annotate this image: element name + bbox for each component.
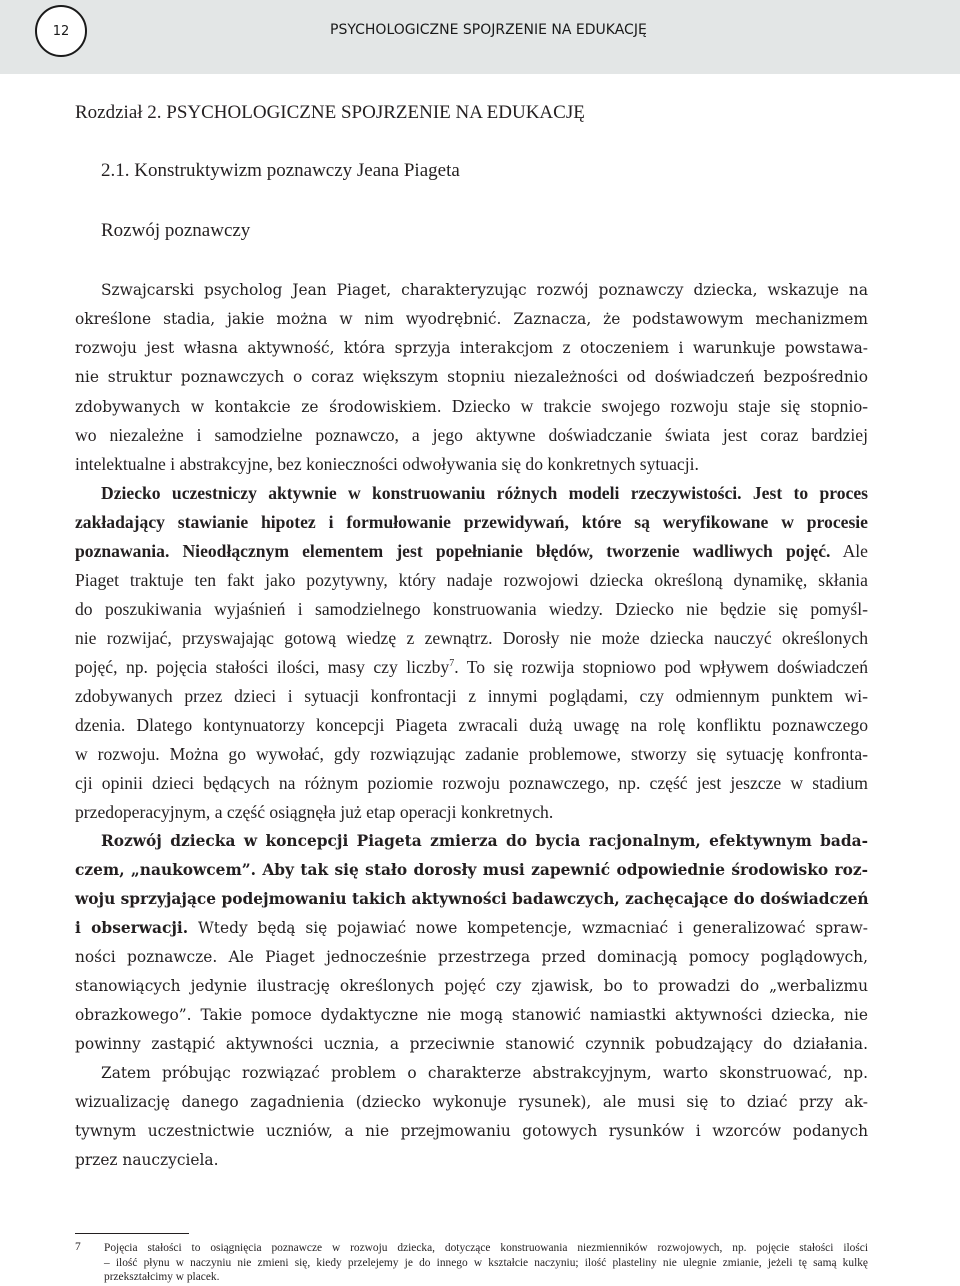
text-line: określone stadia, jakie można w nim wyodrębnić. Zaznacza, że podstawowym mechanizmem: [75, 310, 868, 328]
footnote-line: Pojęcia stałości to osiągnięcia poznawcze w rozwoju dziecka, dotyczące konstruowania niezmienników rozwojowych, np. pojęcie stałości ilości: [104, 1242, 868, 1254]
bold-text: zakładający stawianie hipotez i formułowanie przewidywań, które są weryfikowane w procesie: [75, 512, 868, 532]
text-line: powinny zastąpić aktywności ucznia, a przeciwnie stanowić czynnik pobudzający do działania.: [75, 1035, 868, 1053]
text-line: [75, 393, 868, 419]
bold-text: woju sprzyjające podejmowaniu takich aktywności badawczych, zachęcające do doświadczeń: [75, 890, 869, 908]
text-span: Dziecko w trakcie swojego rozwoju staje się stopnio-: [441, 396, 868, 416]
text-line: [101, 828, 868, 854]
text-line: dzenia. Dlatego kontynuatorzy koncepcji Piageta zwracali dużą uwagę na rolę konfliktu poznawczego: [75, 715, 868, 735]
text-line: nie rozwijać, przyswajając gotową wiedzę z zewnątrz. Dorosły nie może dziecka nauczyć określonych: [75, 628, 868, 648]
footnote-line: – ilość płynu w naczyniu nie zmieni się, kiedy przelejemy je do innego w kształcie naczyniu; ilość plasteliny nie ulegnie zmianie, jeżeli tę samą kulkę: [104, 1257, 868, 1269]
footnote-divider: [75, 1233, 189, 1234]
bold-text: poznawania. Nieodłącznym elementem jest popełnianie błędów, tworzenie wadliwych pojęć.: [75, 541, 831, 561]
page-number-badge: [35, 5, 87, 57]
bold-text: Rozwój dziecka w koncepcji Piageta zmierza do bycia racjonalnym, efektywnym bada-: [101, 832, 868, 850]
subsection-title: Rozwój poznawczy: [101, 220, 251, 241]
section-title: 2.1. Konstruktywizm poznawczy Jeana Piageta: [101, 160, 460, 181]
text-line: zdobywanych przez dzieci i sytuacji konfrontacji z innymi poglądami, czy odmiennym punktem wi-: [75, 686, 868, 706]
text-line: [75, 915, 868, 941]
text-line: Piaget traktuje ten fakt jako pozytywny, który nadaje rozwojowi dziecka określoną dynamikę, skłania: [75, 570, 868, 590]
bold-text: i obserwacji.: [75, 919, 189, 937]
text-line: [75, 509, 868, 535]
text-line: wizualizację danego zagadnienia (dziecko wykonuje rysunek), ale musi się to dziać przy ak-: [75, 1093, 868, 1111]
text-line: [75, 857, 868, 883]
text-line: ności poznawcze. Ale Piaget jednocześnie przestrzega przed dominacją pomocy poglądowych,: [75, 948, 868, 966]
running-header: [0, 0, 960, 74]
running-title: PSYCHOLOGICZNE SPOJRZENIE NA EDUKACJĘ: [330, 22, 647, 38]
text-line: [75, 886, 868, 912]
chapter-title: Rozdział 2. PSYCHOLOGICZNE SPOJRZENIE NA EDUKACJĘ: [75, 102, 585, 123]
text-line: Zatem próbując rozwiązać problem o charakterze abstrakcyjnym, warto skonstruować, np.: [101, 1064, 868, 1082]
text-line: [75, 654, 868, 680]
text-line: obrazkowego”. Takie pomoce dydaktyczne nie mogą stanowić namiastki aktywności dziecka, nie: [75, 1006, 868, 1024]
text-line: nie struktur poznawczych o coraz większym stopniu niezależności od doświadczeń bezpośrednio: [75, 368, 868, 386]
text-span: Ale: [830, 541, 868, 561]
footnote-number: 7: [75, 1241, 81, 1253]
text-line: stanowiących jedynie ilustrację określonych pojęć czy zjawisk, bo to prowadzi do „werbalizmu: [75, 977, 868, 995]
text-span: zdobywanych w kontakcie ze środowiskiem.: [75, 398, 442, 416]
text-line: cji opinii dzieci będących na różnym poziomie rozwoju poznawczego, np. część jest jeszcze w stadium: [75, 773, 868, 793]
text-span: Wtedy będą się pojawiać nowe kompetencje, wzmacniać i generalizować spraw-: [188, 919, 868, 937]
text-line: [75, 538, 868, 564]
text-span: . To się rozwija stopniowo pod wpływem doświadczeń: [454, 657, 868, 677]
footnote-ref: 7: [449, 658, 455, 670]
bold-text: czem, „naukowcem”. Aby tak się stało dorosły musi zapewnić odpowiednie środowisko roz-: [75, 861, 868, 879]
bold-text: Dziecko uczestniczy aktywnie w konstruowaniu różnych modeli rzeczywistości. Jest to proces: [101, 483, 868, 503]
page-number: 12: [52, 23, 70, 39]
text-line: tywnym uczestnictwie uczniów, a nie przejmowaniu gotowych rysunków i wzorców podanych: [75, 1122, 868, 1140]
text-line: do poszukiwania wyjaśnień i samodzielnego konstruowania wiedzy. Dziecko nie będzie się pomyśl-: [75, 599, 868, 619]
text-line: wo niezależne i samodzielne poznawczo, a jego aktywne doświadczanie świata jest coraz bardziej: [75, 425, 868, 445]
text-line: Szwajcarski psycholog Jean Piaget, charakteryzując rozwój poznawczy dziecka, wskazuje na: [101, 281, 868, 299]
text-line: rozwoju jest własna aktywność, która sprzyja interakcjom z otoczeniem i warunkuje powstawa-: [75, 339, 868, 357]
footnote-line: przekształcimy w placek.: [104, 1271, 220, 1283]
text-line: [101, 480, 868, 506]
text-span: pojęć, np. pojęcia stałości ilości, masy czy liczby: [75, 657, 450, 677]
text-line: przez nauczyciela.: [75, 1151, 219, 1169]
text-line: intelektualne i abstrakcyjne, bez konieczności odwoływania się do konkretnych sytuacji.: [75, 454, 699, 474]
text-line: przedoperacyjnym, a część osiągnęła już etap operacji konkretnych.: [75, 802, 554, 822]
text-line: w rozwoju. Można go wywołać, gdy rozwiązując zadanie problemowe, stworzy się sytuację konfronta-: [75, 744, 868, 764]
